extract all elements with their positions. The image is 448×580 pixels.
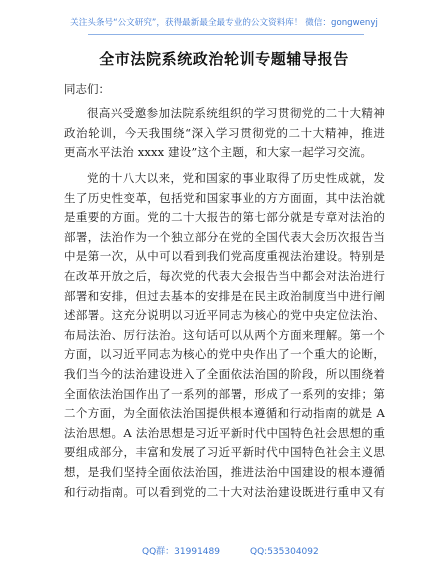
- text-line: 述部署。这充分说明以习近平同志为核心的党中央定位法治、: [64, 308, 385, 323]
- text-line: 党的十八大以来，党和国家的事业取得了历史性成就，发: [87, 171, 385, 185]
- text-line: 我们当今的法治建设进入了全面依法治国的阶段，所以围绕着: [64, 366, 385, 381]
- text-line: 很高兴受邀参加法院系统组织的学习贯彻党的二十大精神: [87, 106, 385, 120]
- qq-group-number: QQ群：31991489: [142, 547, 220, 557]
- text-line: 要组成部分，丰富和发展了习近平新时代中国特色社会主义思: [64, 445, 385, 460]
- text-line: 部署，法治作为一个独立部分在党的全国代表大会历次报告当: [64, 229, 385, 244]
- text-line: 方面，以习近平同志为核心的党中央作出了一个重大的论断，: [64, 347, 385, 362]
- document-title: 全市法院系统政治轮训专题辅导报告: [99, 50, 349, 68]
- paragraph-intro: [64, 104, 385, 163]
- paragraph-body: [64, 169, 385, 502]
- qq-number: QQ:535304092: [250, 547, 319, 557]
- text-line: 布局法治、厉行法治。这句话可以从两个方面来理解。第一个: [64, 327, 385, 342]
- banner-divider: [88, 34, 364, 35]
- text-line: 是重要的方面。党的二十大报告的第七部分就是专章对法治的: [64, 210, 385, 225]
- text-line: 想，是我们坚持全面依法治国，推进法治中国建设的根本遵循: [64, 464, 385, 479]
- text-line: 在改革开放之后，每次党的代表大会报告当中都会对法治进行: [64, 268, 385, 283]
- text-line: 中是第一次，从中可以看到我们党高度重视法治建设。特别是: [64, 249, 385, 264]
- text-line: 政治轮训，今天我围绕“深入学习贯彻党的二十大精神，推进: [64, 125, 385, 140]
- text-line: 全面依法治国作出了一系列的部署，形成了一系列的安排；第: [64, 386, 385, 401]
- text-line: 生了历史性变革，包括党和国家事业的方方面面，其中法治就: [64, 190, 385, 205]
- text-line: 更高水平法治 xxxx 建设”这个主题，和大家一起学习交流。: [64, 145, 373, 160]
- text-line: 和行动指南。可以看到党的二十大对法治建设既进行重申又有: [64, 484, 385, 499]
- page-footer: [0, 545, 448, 559]
- promo-banner: 关注头条号“公文研究”，获得最新最全最专业的公文资料库！ 微信：gongwenyj: [70, 18, 378, 28]
- text-line: 部署和安排，但过去基本的安排是在民主政治制度当中进行阐: [64, 288, 385, 303]
- text-line: 二个方面，为全面依法治国提供根本遵循和行动指南的就是 A: [64, 406, 385, 421]
- salutation: 同志们：: [64, 82, 110, 96]
- text-line: 法治思想。A 法治思想是习近平新时代中国特色社会思想的重: [64, 425, 385, 440]
